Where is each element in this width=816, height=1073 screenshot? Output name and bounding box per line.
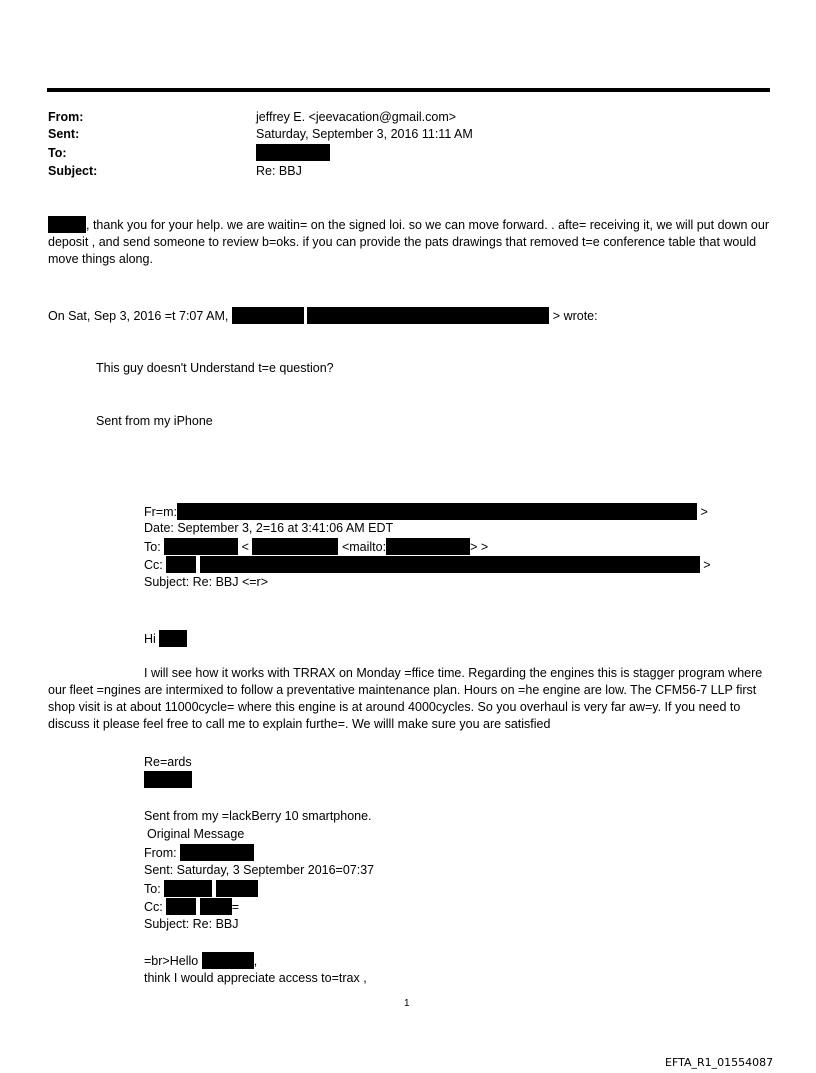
fwd-to-line xyxy=(144,538,488,555)
quote-line: This guy doesn't Understand t=e question? xyxy=(96,361,334,375)
fwd-cc-line xyxy=(144,556,711,573)
fwd-from-end: > xyxy=(700,505,708,519)
orig-subject-line: Subject: Re: BBJ xyxy=(144,917,239,931)
orig-hello-end: , xyxy=(253,954,258,968)
sent-from-iphone: Sent from my iPhone xyxy=(96,414,213,428)
redaction xyxy=(164,538,238,555)
header-rule xyxy=(47,88,770,92)
fwd-cc-end: > xyxy=(703,558,711,572)
greeting: Hi xyxy=(144,632,156,646)
fwd-to-end: > > xyxy=(470,540,489,554)
document-id: EFTA_R1_01554087 xyxy=(665,1056,774,1069)
quote-intro-start: On Sat, Sep 3, 2016 =t 7:07 AM, xyxy=(48,309,229,323)
orig-hello-line xyxy=(144,952,257,969)
fwd-to-mailto: <mailto: xyxy=(341,540,387,554)
redaction xyxy=(166,556,196,573)
fwd-cc-label: Cc: xyxy=(144,558,163,572)
orig-original-message: Original Message xyxy=(147,827,245,841)
redaction xyxy=(200,898,232,915)
fwd-subject-line: Subject: Re: BBJ <=r> xyxy=(144,575,269,589)
orig-last-line: think I would appreciate access to=trax , xyxy=(144,971,367,985)
from-label: From: xyxy=(48,110,84,124)
regards: Re=ards xyxy=(144,755,192,769)
redaction xyxy=(202,952,254,969)
orig-sent-from: Sent from my =lackBerry 10 smartphone. xyxy=(144,809,372,823)
redaction xyxy=(180,844,254,861)
fwd-to-lt: < xyxy=(241,540,249,554)
redaction xyxy=(216,880,258,897)
redaction xyxy=(177,503,697,520)
subject-value: Re: BBJ xyxy=(256,164,302,178)
fwd-to-label: To: xyxy=(144,540,161,554)
to-label: To: xyxy=(48,146,67,160)
subject-label: Subject: xyxy=(48,164,98,178)
orig-cc-label: Cc: xyxy=(144,900,163,914)
orig-from-label: From: xyxy=(144,846,177,860)
from-value: jeffrey E. <jeevacation@gmail.com> xyxy=(256,110,457,124)
fwd-from-line xyxy=(144,503,708,520)
redaction xyxy=(48,216,86,233)
sent-value: Saturday, September 3, 2016 11:11 AM xyxy=(256,127,473,141)
orig-to-line xyxy=(144,880,258,897)
orig-cc-end: = xyxy=(231,900,240,914)
reply-text: , thank you for your help. we are waitin= on the signed loi. so we can move forward. . afte= receiving it, we will put down our deposit , and send someone to review b=oks. if you can provide the pats drawings that removed t=e conference table that would move things along. xyxy=(48,218,769,266)
orig-hello: =br>Hello xyxy=(144,954,199,968)
fwd-from-label: Fr=m: xyxy=(144,505,177,519)
orig-to-label: To: xyxy=(144,882,161,896)
redaction xyxy=(200,556,700,573)
orig-sent-line: Sent: Saturday, 3 September 2016=07:37 xyxy=(144,863,375,877)
to-redaction xyxy=(256,144,330,161)
redaction xyxy=(159,630,187,647)
orig-cc-line xyxy=(144,898,239,915)
redaction xyxy=(164,880,212,897)
greeting-line xyxy=(144,630,187,647)
quote-intro xyxy=(48,307,598,324)
fwd-date-line: Date: September 3, 2=16 at 3:41:06 AM EDT xyxy=(144,521,394,535)
redaction xyxy=(232,307,304,324)
quote-intro-end: > wrote: xyxy=(552,309,598,323)
redaction xyxy=(307,307,549,324)
orig-from-line xyxy=(144,844,254,861)
signature-redaction xyxy=(144,771,192,788)
redaction xyxy=(386,538,470,555)
reply-paragraph xyxy=(48,216,778,268)
fwd-paragraph: I will see how it works with TRRAX on Monday =ffice time. Regarding the engines this is stagger program where our fleet =ngines are intermixed to follow a preventative maintenance plan. Hours on =he engine are low. The CFM56-7 LLP first shop visit is at about 11000cycle= where this engine is at around 4000cycles. So you overhaul is very far aw=y. If you need to discuss it please feel free to call me to explain furthe=. We willl make sure you are satisfied xyxy=(48,666,763,731)
redaction xyxy=(166,898,196,915)
sent-label: Sent: xyxy=(48,127,80,141)
redaction xyxy=(252,538,338,555)
page-number: 1 xyxy=(404,998,410,1009)
